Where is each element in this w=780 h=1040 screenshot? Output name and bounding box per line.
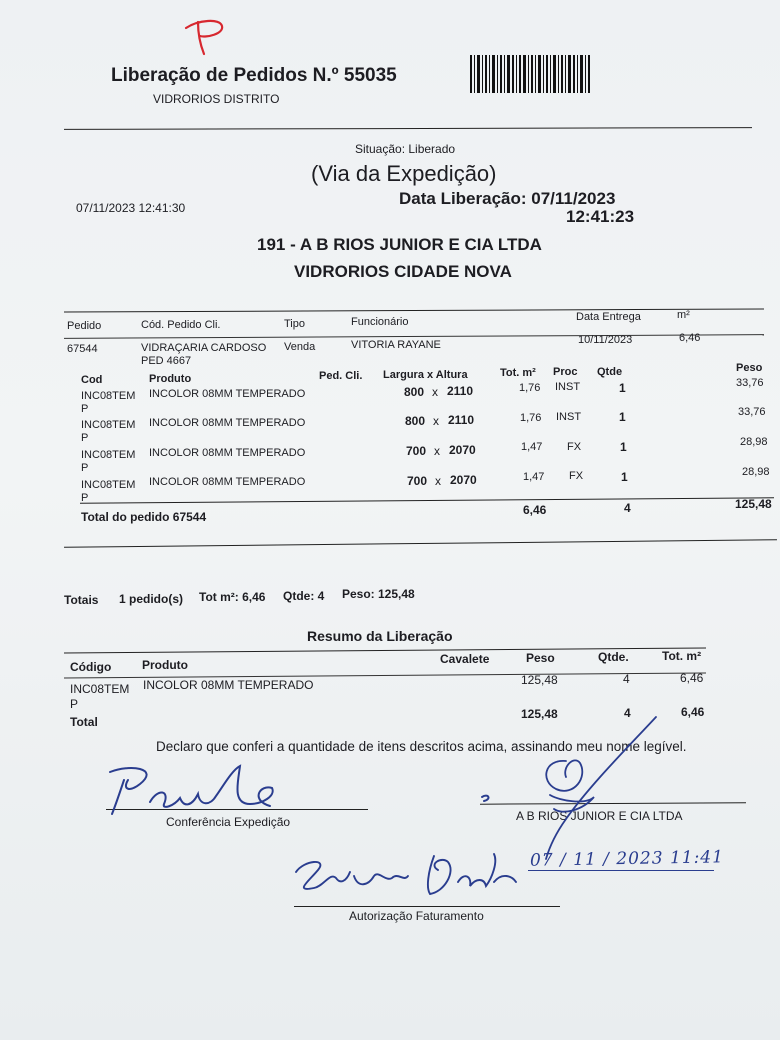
item-peso: 28,98 <box>740 436 768 448</box>
item-largura: 700 <box>406 444 427 458</box>
item-tot-m2: 1,76 <box>520 412 542 424</box>
item-proc: FX <box>569 470 584 482</box>
summary-col-codigo: Código <box>70 660 112 674</box>
summary-col-tot-m2: Tot. m² <box>662 649 702 663</box>
item-peso: 33,76 <box>736 377 764 389</box>
order-total-label: Total do pedido 67544 <box>81 510 207 524</box>
divider <box>80 497 774 503</box>
item-col-largura-altura: Largura x Altura <box>383 369 468 381</box>
document-title: Liberação de Pedidos N.º 55035 <box>111 65 397 86</box>
totals-label: Totais <box>64 593 99 607</box>
item-cod: INC08TEM <box>81 419 136 431</box>
col-data-entrega: Data Entrega <box>576 311 641 323</box>
summary-qtde: 4 <box>623 672 630 686</box>
totals-qtde: Qtde: 4 <box>283 589 325 603</box>
item-qtde: 1 <box>621 470 628 484</box>
item-altura: 2070 <box>450 473 477 487</box>
divider <box>64 127 752 130</box>
item-altura: 2110 <box>448 413 475 427</box>
item-x: x <box>434 444 440 458</box>
col-tipo: Tipo <box>284 318 305 330</box>
order-total-peso: 125,48 <box>735 497 772 511</box>
order-data-entrega: 10/11/2023 <box>578 334 633 346</box>
client-name: 191 - A B RIOS JUNIOR E CIA LTDA <box>257 235 542 254</box>
summary-produto: INCOLOR 08MM TEMPERADO <box>143 678 314 692</box>
data-liberacao-time: 12:41:23 <box>566 207 635 226</box>
summary-col-qtde: Qtde. <box>598 650 629 664</box>
autorizacao-label: Autorização Faturamento <box>349 909 484 923</box>
item-cod-suffix: P <box>81 403 89 415</box>
summary-col-cavalete: Cavalete <box>440 652 490 666</box>
item-cod-suffix: P <box>81 492 89 504</box>
item-qtde: 1 <box>620 440 627 454</box>
item-cod: INC08TEM <box>81 479 136 491</box>
col-m2: m² <box>677 309 690 321</box>
order-tipo: Venda <box>284 341 316 353</box>
col-funcionario: Funcionário <box>351 316 409 328</box>
item-altura: 2070 <box>449 443 476 457</box>
item-x: x <box>432 385 438 399</box>
item-col-tot-m2: Tot. m² <box>500 367 536 379</box>
item-produto: INCOLOR 08MM TEMPERADO <box>149 388 306 400</box>
item-proc: INST <box>556 411 582 423</box>
item-col-cod: Cod <box>81 374 103 386</box>
item-produto: INCOLOR 08MM TEMPERADO <box>149 417 306 429</box>
item-peso: 28,98 <box>742 466 770 478</box>
summary-tot-m2: 6,46 <box>680 671 704 685</box>
item-cod: INC08TEM <box>81 390 136 402</box>
barcode <box>470 55 592 93</box>
item-peso: 33,76 <box>738 406 766 418</box>
summary-col-produto: Produto <box>142 658 188 672</box>
summary-title: Resumo da Liberação <box>307 628 453 644</box>
item-largura: 700 <box>407 474 428 488</box>
divider <box>64 308 764 312</box>
item-proc: FX <box>567 441 582 453</box>
item-qtde: 1 <box>619 410 626 424</box>
print-timestamp: 07/11/2023 12:41:30 <box>76 201 186 215</box>
item-altura: 2110 <box>447 384 474 398</box>
totals-pedidos: 1 pedido(s) <box>119 592 184 606</box>
item-cod: INC08TEM <box>81 449 136 461</box>
handwritten-date: 07 / 11 / 2023 11:41 <box>529 847 725 871</box>
company-label: A B RIOS JUNIOR E CIA LTDA <box>516 809 683 823</box>
summary-total-qtde: 4 <box>624 706 631 720</box>
summary-total-peso: 125,48 <box>521 707 558 721</box>
declaration-text: Declaro que conferi a quantidade de itens descritos acima, assinando meu nome legível. <box>156 739 687 754</box>
order-funcionario: VITORIA RAYANE <box>351 339 441 351</box>
signature-line-autorizacao <box>294 906 560 907</box>
date-underline <box>528 870 714 871</box>
order-m2: 6,46 <box>679 332 701 344</box>
item-col-ped-cli: Ped. Cli. <box>319 370 363 382</box>
order-pedido: 67544 <box>67 343 98 355</box>
store-subtitle: VIDRORIOS DISTRITO <box>153 92 280 106</box>
item-cod-suffix: P <box>81 462 89 474</box>
item-produto: INCOLOR 08MM TEMPERADO <box>149 447 306 459</box>
summary-codigo: INC08TEM <box>70 682 130 696</box>
item-largura: 800 <box>405 414 426 428</box>
order-total-m2: 6,46 <box>523 503 547 517</box>
totals-m2: Tot m²: 6,46 <box>199 590 266 604</box>
item-col-produto: Produto <box>149 373 192 385</box>
divider <box>64 539 777 547</box>
situacao: Situação: Liberado <box>355 142 456 156</box>
item-cod-suffix: P <box>81 432 89 444</box>
item-tot-m2: 1,76 <box>519 382 541 394</box>
summary-codigo-suffix: P <box>70 697 79 711</box>
order-cod-cli-2: PED 4667 <box>141 355 192 367</box>
item-tot-m2: 1,47 <box>521 441 543 453</box>
item-largura: 800 <box>404 385 425 399</box>
summary-total-tot-m2: 6,46 <box>681 705 705 719</box>
signature-autorizacao <box>288 842 528 902</box>
totals-peso: Peso: 125,48 <box>342 587 415 601</box>
conferencia-label: Conferência Expedição <box>166 815 291 829</box>
col-pedido: Pedido <box>67 320 102 332</box>
item-produto: INCOLOR 08MM TEMPERADO <box>149 476 306 488</box>
client-branch: VIDRORIOS CIDADE NOVA <box>294 262 512 281</box>
signature-conferencia <box>100 760 290 820</box>
item-proc: INST <box>555 381 581 393</box>
col-cod-pedido-cli: Cód. Pedido Cli. <box>141 319 221 331</box>
item-col-peso: Peso <box>736 362 763 374</box>
item-x: x <box>435 474 441 488</box>
via-label: (Via da Expedição) <box>311 161 497 186</box>
data-liberacao: Data Liberação: 07/11/2023 <box>399 189 616 208</box>
item-col-proc: Proc <box>553 366 578 378</box>
item-x: x <box>433 414 439 428</box>
summary-total-label: Total <box>70 715 98 729</box>
item-qtde: 1 <box>619 381 626 395</box>
handwritten-p-mark <box>176 14 236 60</box>
summary-col-peso: Peso <box>526 651 555 665</box>
item-col-qtde: Qtde <box>597 366 623 378</box>
item-tot-m2: 1,47 <box>523 471 545 483</box>
order-cod-cli: VIDRAÇARIA CARDOSO <box>141 342 267 354</box>
order-total-qtde: 4 <box>624 501 631 515</box>
summary-peso: 125,48 <box>521 673 558 687</box>
